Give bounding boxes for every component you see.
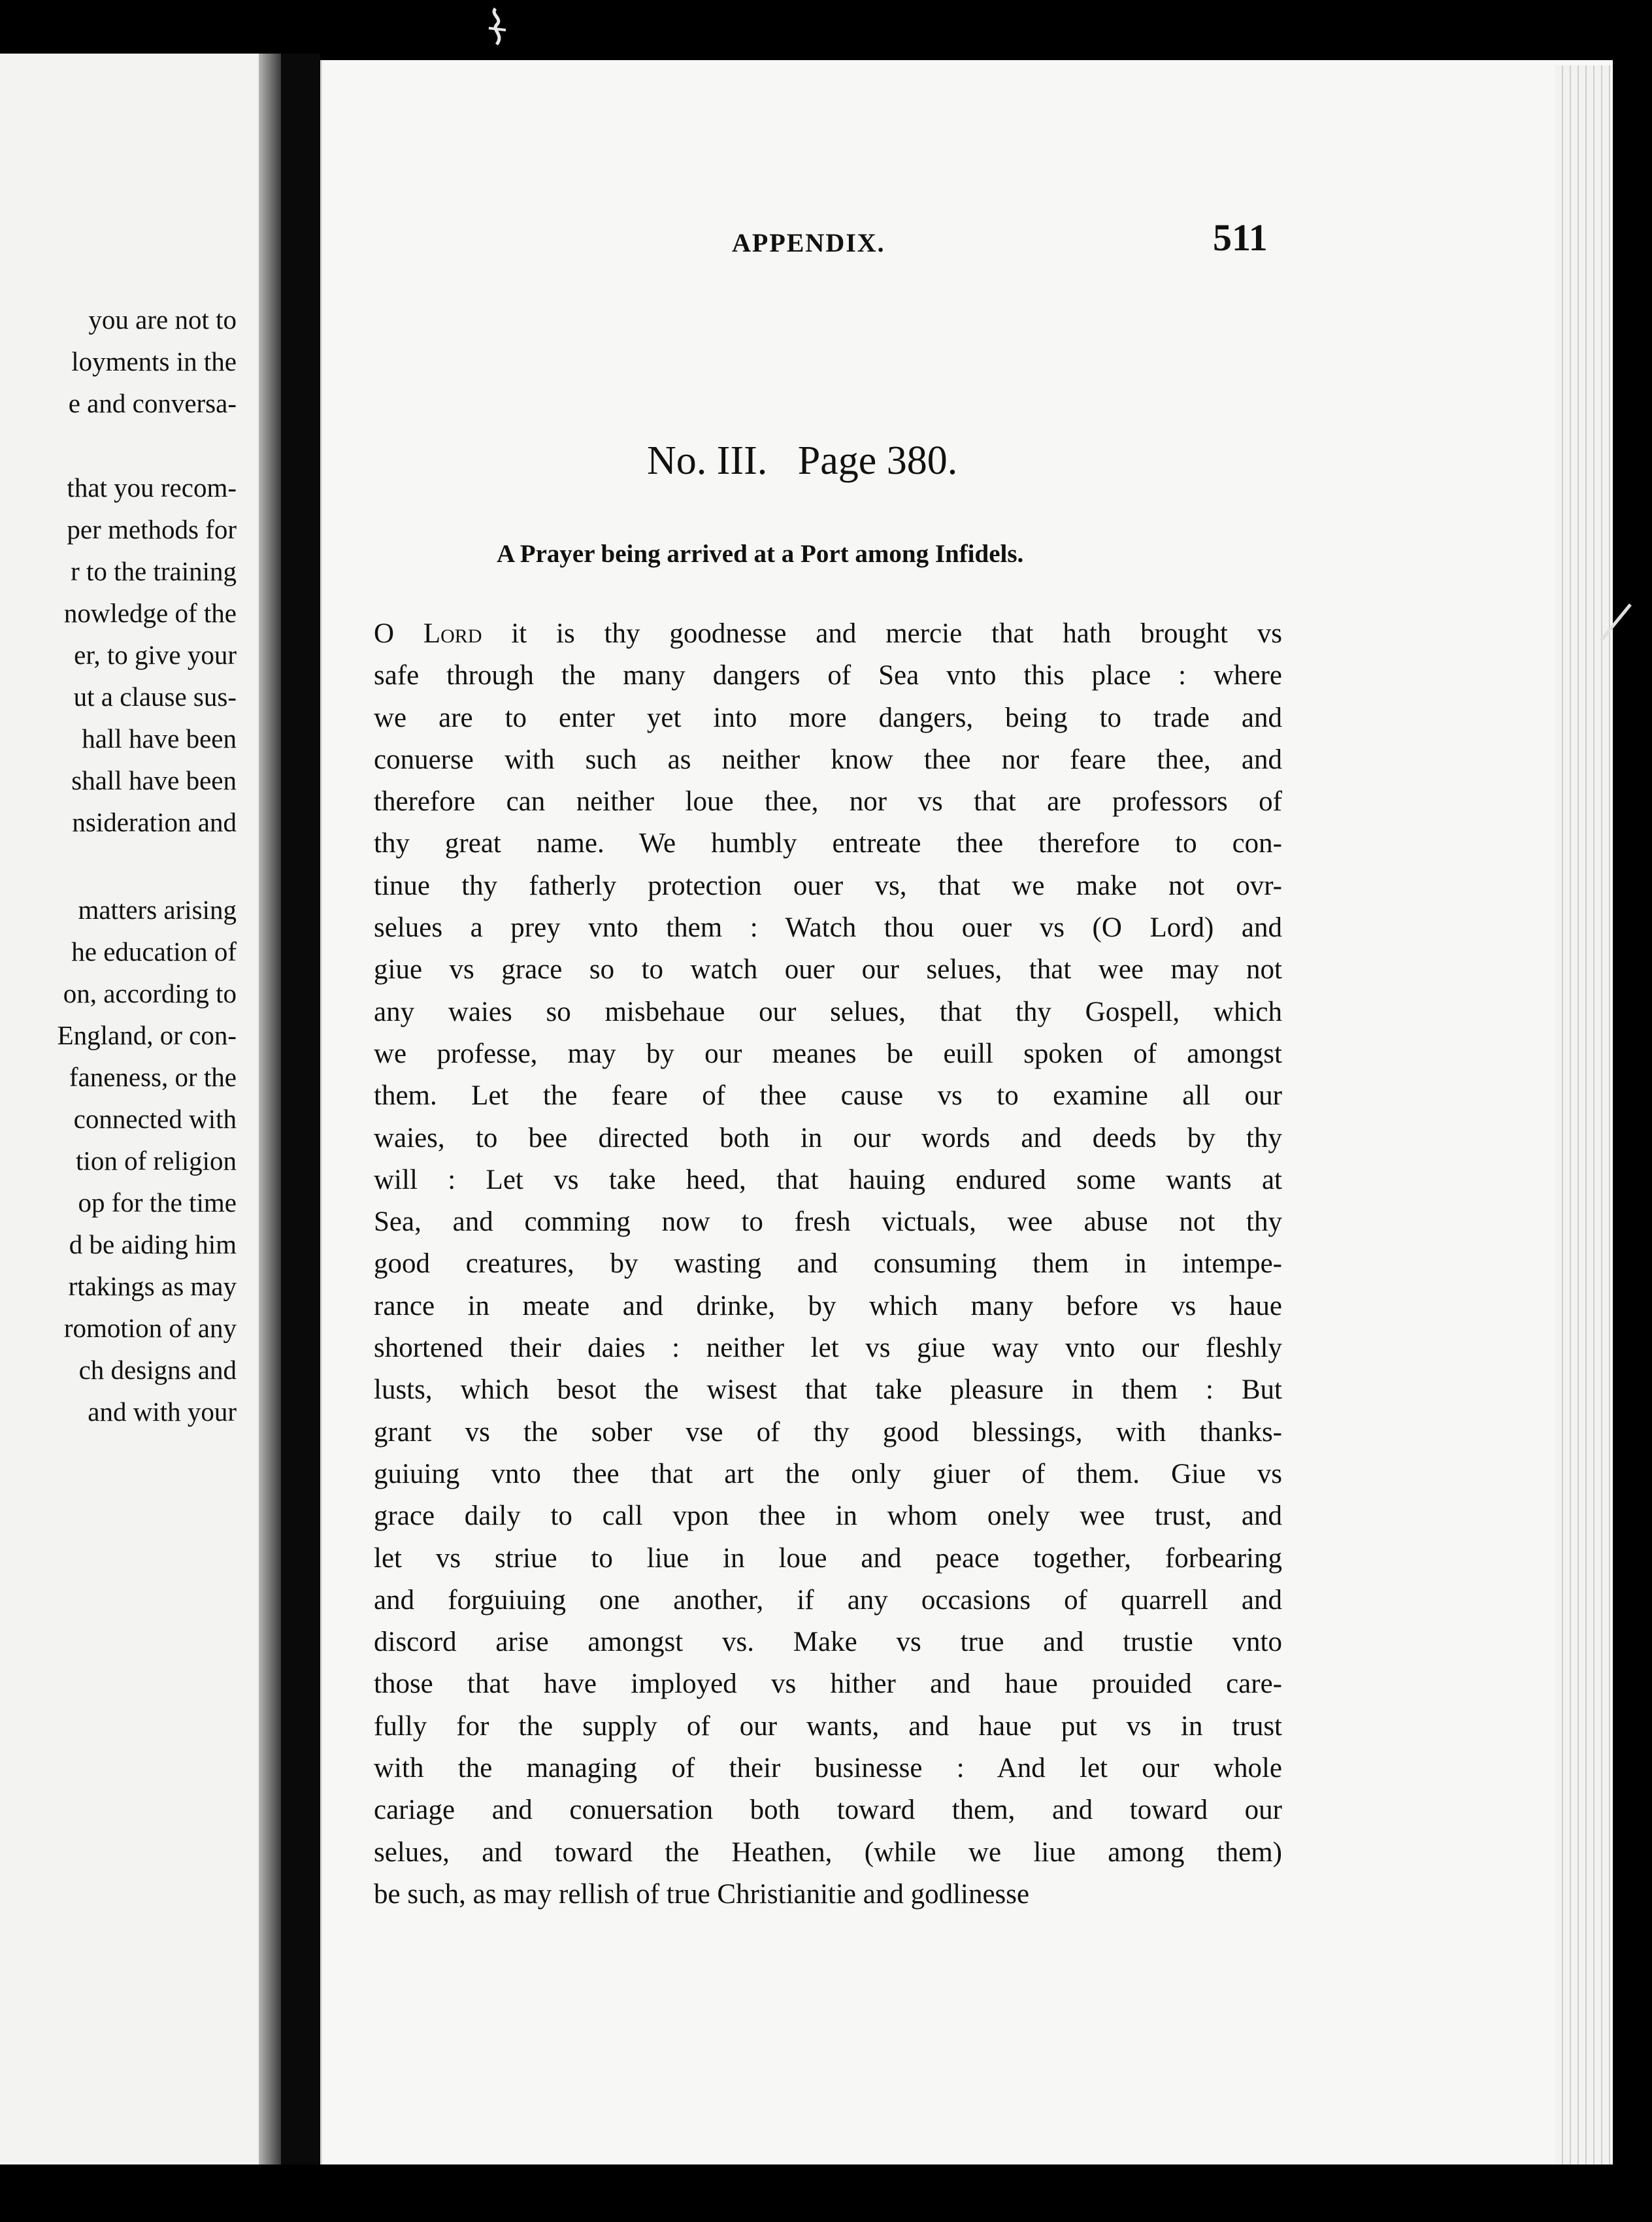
left-line: nowledge of the	[63, 598, 237, 628]
left-line: on, according to	[63, 978, 237, 1008]
left-line: England, or con-	[57, 1020, 237, 1050]
first-line-rest: it is thy goodnesse and mercie that hath brought vs	[482, 618, 1282, 649]
body-line: waies, to bee directed both in our words and deeds by thy	[374, 1122, 1282, 1153]
paragraph-gap	[0, 843, 237, 889]
body-line: guiuing vnto thee that art the only giuer of them. Giue vs	[374, 1458, 1282, 1489]
left-line: ch designs and	[78, 1355, 237, 1385]
left-line: r to the training	[71, 556, 237, 586]
left-line: per methods for	[67, 514, 237, 544]
body-line: fully for the supply of our wants, and haue put vs in trust	[374, 1710, 1282, 1742]
body-line: those that have imployed vs hither and haue prouided care-	[374, 1668, 1282, 1700]
body-line: and forguiuing one another, if any occasions of quarrell and	[374, 1584, 1282, 1616]
left-line: op for the time	[78, 1187, 237, 1218]
left-line: rtakings as may	[68, 1271, 237, 1301]
left-line: romotion of any	[63, 1313, 237, 1343]
left-line: d be aiding him	[69, 1229, 237, 1259]
left-line: nsideration and	[72, 807, 237, 837]
body-line: selues, and toward the Heathen, (while we liue among them)	[374, 1836, 1282, 1868]
body-line: be such, as may rellish of true Christianitie and godlinesse	[374, 1878, 1030, 1910]
left-line: connected with	[73, 1104, 237, 1134]
scan-mark-icon	[1594, 601, 1634, 660]
prayer-title: A Prayer being arrived at a Port among Infidels.	[497, 540, 1024, 568]
body-line: giue vs grace so to watch ouer our selues, that wee may not	[374, 954, 1282, 986]
body-line: thy great name. We humbly entreate thee therefore to con-	[374, 828, 1282, 859]
body-line: conuerse with such as neither know thee nor feare thee, and	[374, 744, 1282, 775]
body-line: shortened their daies : neither let vs giue way vnto our fleshly	[374, 1333, 1282, 1364]
page-edges	[1555, 65, 1611, 2164]
body-line: good creatures, by wasting and consuming them in intempe-	[374, 1248, 1282, 1280]
body-line	[374, 613, 1282, 655]
left-line: and with your	[88, 1397, 237, 1427]
body-line: we are to enter yet into more dangers, being to trade and	[374, 702, 1282, 733]
scan-ornament-icon	[477, 5, 516, 51]
left-line: hall have been	[82, 723, 237, 754]
body-line: cariage and conuersation both toward them, and toward our	[374, 1795, 1282, 1826]
body-text	[374, 613, 1282, 1915]
running-head: APPENDIX.	[732, 228, 885, 257]
body-line: selues a prey vnto them : Watch thou ouer vs (O Lord) and	[374, 912, 1282, 944]
body-line: will : Let vs take heed, that hauing endured some wants at	[374, 1164, 1282, 1195]
left-line: shall have been	[71, 765, 237, 795]
page-number: 511	[1213, 216, 1268, 259]
left-line: e and conversa-	[68, 388, 237, 418]
body-line: tinue thy fatherly protection ouer vs, that we make not ovr-	[374, 870, 1282, 901]
body-line: grant vs the sober vse of thy good blessings, with thanks-	[374, 1416, 1282, 1448]
left-line: tion of religion	[76, 1146, 237, 1176]
left-line: he education of	[71, 937, 237, 967]
book-gutter	[281, 54, 320, 2164]
body-line: any waies so misbehaue our selues, that thy Gospell, which	[374, 996, 1282, 1027]
body-line: rance in meate and drinke, by which many before vs haue	[374, 1290, 1282, 1321]
body-line: Sea, and comming now to fresh victuals, wee abuse not thy	[374, 1206, 1282, 1238]
left-line: you are not to	[88, 305, 237, 335]
body-line: discord arise amongst vs. Make vs true and trustie vnto	[374, 1627, 1282, 1658]
left-line: loyments in the	[71, 346, 237, 376]
left-page	[0, 54, 281, 2164]
body-line: with the managing of their businesse : And let our whole	[374, 1753, 1282, 1784]
paragraph-gap	[0, 424, 237, 467]
left-line: ut a clause sus-	[73, 682, 237, 712]
left-line: faneness, or the	[69, 1062, 237, 1092]
left-page-text	[0, 299, 237, 1433]
opening-word: O Lord	[374, 618, 482, 649]
body-line: safe through the many dangers of Sea vnto this place : where	[374, 660, 1282, 691]
left-line: matters arising	[78, 895, 237, 925]
body-line: we professe, may by our meanes be euill spoken of amongst	[374, 1038, 1282, 1069]
body-line: therefore can neither loue thee, nor vs that are professors of	[374, 786, 1282, 818]
body-line: let vs striue to liue in loue and peace together, forbearing	[374, 1542, 1282, 1574]
left-line: that you recom-	[67, 473, 237, 503]
body-line: grace daily to call vpon thee in whom onely wee trust, and	[374, 1501, 1282, 1532]
section-title: No. III. Page 380.	[647, 439, 958, 483]
body-line: lusts, which besot the wisest that take pleasure in them : But	[374, 1374, 1282, 1406]
binding-shadow	[259, 54, 281, 2164]
body-line: them. Let the feare of thee cause vs to examine all our	[374, 1080, 1282, 1112]
left-line: er, to give your	[74, 640, 237, 670]
